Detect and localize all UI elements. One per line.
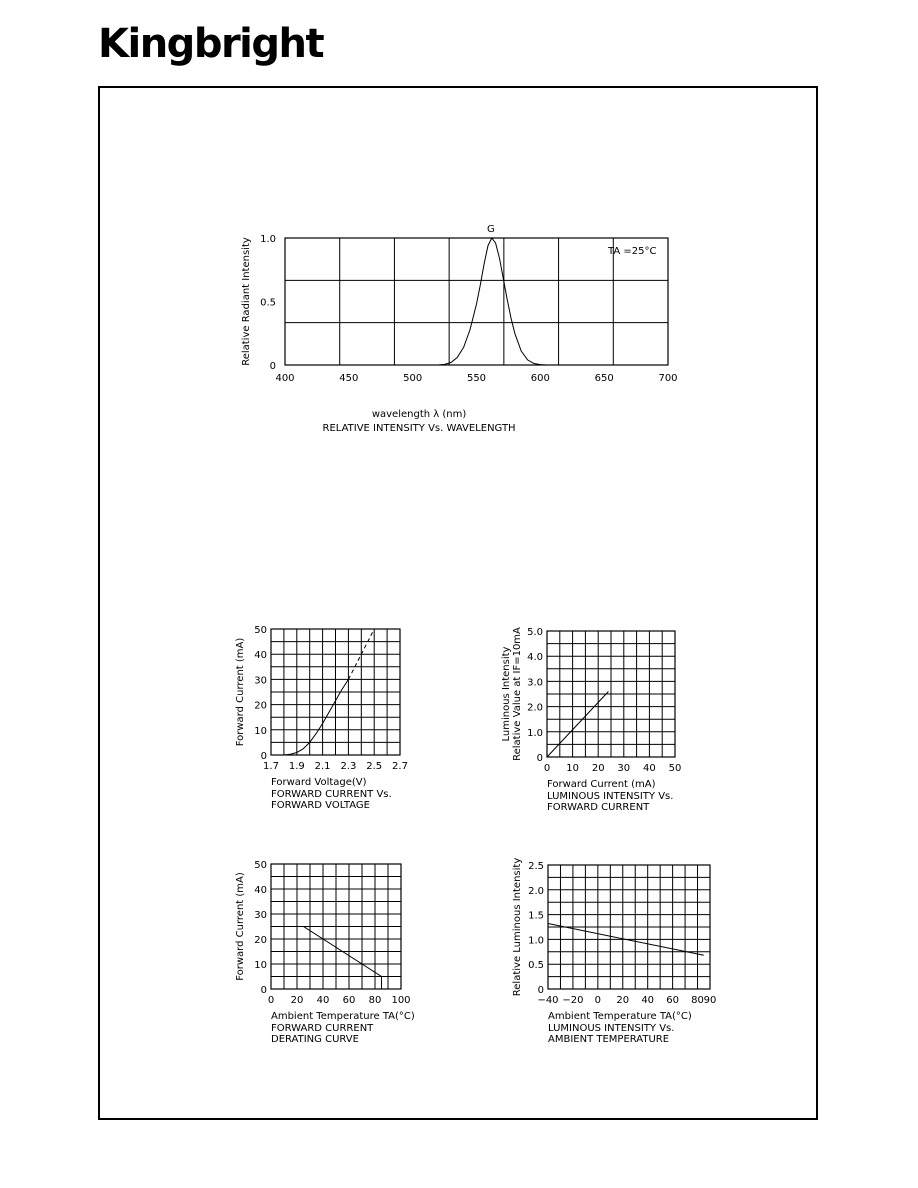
y-tick-label: 50: [254, 625, 267, 636]
x-axis-label: Forward Current (mA): [547, 779, 656, 790]
x-tick-label: 60: [666, 995, 679, 1006]
y-axis-label: Relative Value at IF=10mA: [512, 627, 523, 761]
y-tick-label: 2.5: [528, 861, 544, 872]
y-tick-label: 30: [254, 910, 267, 921]
chart-caption: LUMINOUS INTENSITY Vs.: [548, 1023, 675, 1034]
x-axis-label: Forward Voltage(V): [271, 777, 367, 788]
x-tick-label: 40: [641, 995, 655, 1006]
forward-voltage-chart: [230, 620, 420, 815]
series-line: [547, 692, 608, 758]
chart-caption: DERATING CURVE: [271, 1034, 359, 1045]
y-tick-label: 0: [260, 985, 267, 996]
x-axis-label: Ambient Temperature TA(°C): [271, 1011, 415, 1022]
y-tick-label: 20: [254, 700, 267, 712]
y-tick-label: 4.0: [527, 652, 543, 664]
y-tick-label: 5.0: [527, 627, 543, 638]
y-tick-label: 1.0: [260, 234, 276, 245]
chart-caption: RELATIVE INTENSITY Vs. WAVELENGTH: [322, 423, 516, 434]
x-tick-label: 10: [566, 763, 579, 774]
series-line: [271, 927, 382, 990]
x-tick-label: 400: [275, 373, 295, 384]
y-tick-label: 10: [254, 960, 267, 971]
y-tick-label: 40: [254, 885, 267, 896]
x-tick-label: 500: [403, 373, 423, 384]
y-tick-label: 10: [254, 725, 267, 737]
y-tick-label: 2.0: [527, 702, 543, 714]
y-tick-label: 2.0: [528, 885, 544, 897]
x-tick-label: 2.3: [340, 761, 357, 772]
x-tick-label: 20: [290, 995, 304, 1006]
y-tick-label: 0.5: [260, 297, 276, 309]
x-tick-label: 600: [530, 373, 550, 384]
x-tick-label: −20: [562, 995, 584, 1006]
y-tick-label: 0: [260, 751, 267, 762]
x-axis-label: Ambient Temperature TA(°C): [548, 1011, 692, 1022]
x-tick-label: 700: [658, 373, 678, 384]
derating-chart: [230, 855, 420, 1050]
x-tick-label: 0: [594, 995, 602, 1006]
y-axis-label: Forward Current (mA): [235, 872, 246, 981]
x-tick-label: 20: [591, 763, 605, 774]
x-tick-label: 100: [391, 995, 411, 1006]
y-tick-label: 1.0: [527, 727, 543, 739]
x-tick-label: 0: [267, 995, 275, 1006]
x-tick-label: 2.7: [392, 761, 408, 772]
x-tick-label: 60: [342, 995, 356, 1006]
x-tick-label: 650: [594, 373, 614, 384]
luminous-temperature-chart: [495, 855, 725, 1050]
y-tick-label: 30: [254, 675, 267, 687]
x-tick-label: 0: [543, 763, 551, 774]
chart-caption: FORWARD CURRENT: [271, 1023, 374, 1034]
chart-caption: FORWARD CURRENT: [547, 802, 650, 813]
kingbright-logo: Kingbright: [98, 21, 324, 67]
chart-caption: FORWARD CURRENT Vs.: [271, 789, 392, 800]
x-tick-label: 20: [616, 995, 630, 1006]
x-tick-label: 1.9: [288, 761, 305, 772]
y-tick-label: 50: [254, 860, 267, 871]
y-tick-label: 0: [536, 753, 543, 764]
x-tick-label: 80: [691, 995, 704, 1006]
y-axis-label: Forward Current (mA): [235, 637, 246, 747]
y-axis-label: Relative Luminous Intensity: [512, 857, 523, 997]
spectrum-chart: [230, 215, 680, 434]
y-tick-label: 1.5: [528, 910, 544, 922]
temperature-annotation: TA =25°C: [608, 246, 657, 257]
x-tick-label: −40: [537, 995, 559, 1006]
y-axis-label: Relative Radiant Intensity: [241, 237, 252, 366]
series-line: [438, 238, 547, 365]
chart-caption: FORWARD VOLTAGE: [271, 800, 370, 811]
x-tick-label: 80: [368, 995, 382, 1006]
y-tick-label: 0.5: [528, 960, 544, 972]
x-tick-label: 550: [466, 373, 487, 384]
x-tick-label: 90: [703, 995, 717, 1006]
x-tick-label: 50: [668, 763, 682, 774]
y-tick-label: 0: [269, 361, 276, 372]
y-tick-label: 3.0: [527, 677, 543, 689]
y-tick-label: 40: [254, 650, 267, 662]
y-axis-label: Luminous Intensity: [501, 646, 512, 742]
x-tick-label: 2.1: [314, 761, 331, 772]
x-tick-label: 2.5: [366, 761, 383, 772]
y-tick-label: 1.0: [528, 935, 544, 947]
x-tick-label: 40: [316, 995, 330, 1006]
x-tick-label: 1.7: [263, 761, 279, 772]
x-tick-label: 450: [339, 373, 359, 384]
peak-label: G: [486, 224, 495, 235]
chart-caption: LUMINOUS INTENSITY Vs.: [547, 791, 674, 802]
x-tick-label: 30: [617, 763, 631, 774]
x-axis-label: wavelength λ (nm): [371, 409, 467, 420]
x-tick-label: 40: [643, 763, 656, 774]
luminous-current-chart: [495, 620, 695, 815]
y-tick-label: 0: [537, 985, 544, 996]
y-tick-label: 20: [254, 935, 267, 946]
chart-caption: AMBIENT TEMPERATURE: [548, 1034, 670, 1045]
